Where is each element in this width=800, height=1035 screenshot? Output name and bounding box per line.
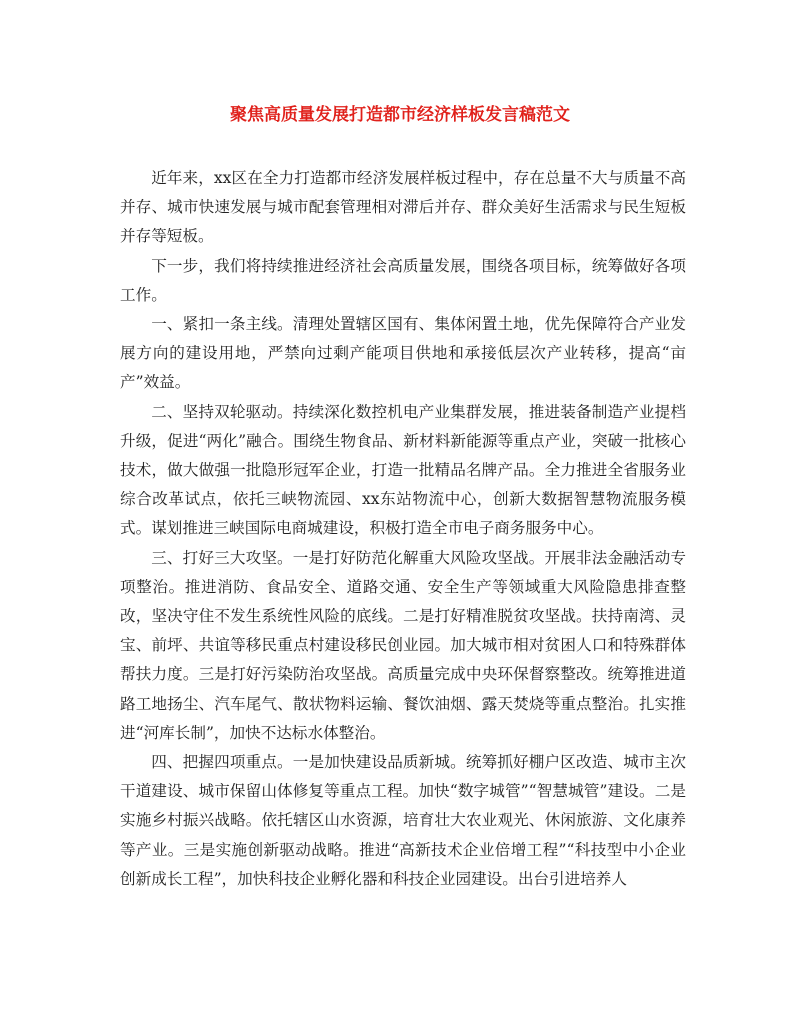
paragraph-three-battles: 三、打好三大攻坚。一是打好防范化解重大风险攻坚战。开展非法金融活动专项整治。推进消防、食品安全、道路交通、安全生产等领域重大风险隐患排查整改，坚决守住不发生系统性风险的底线。二是打好精准脱贫攻坚战。扶持南湾、灵宝、前坪、共谊等移民重点村建设移民创业园。加大城市相对贫困人口和特殊群体帮扶力度。三是打好污染防治攻坚战。高质量完成中央环保督察整改。统筹推进道路工地扬尘、汽车尾气、散状物料运输、餐饮油烟、露天焚烧等重点整治。扎实推进“河库长制”，加快不达标水体整治。 (120, 548, 686, 742)
paragraph-dual-drive: 二、坚持双轮驱动。持续深化数控机电产业集群发展，推进装备制造产业提档升级，促进“两化”融合。围绕生物食品、新材料新能源等重点产业，突破一批核心技术，做大做强一批隐形冠军企业，打造一批精品名牌产品。全力推进全省服务业综合改革试点，依托三峡物流园、xx东站物流中心，创新大数据智慧物流服务模式。谋划推进三峡国际电商城建设，积极打造全市电子商务服务中心。 (120, 402, 686, 538)
paragraph-four-priorities: 四、把握四项重点。一是加快建设品质新城。统筹抓好棚户区改造、城市主次干道建设、城市保留山体修复等重点工程。加快“数字城管”“智慧城管”建设。二是实施乡村振兴战略。依托辖区山水资源，培育壮大农业观光、休闲旅游、文化康养等产业。三是实施创新驱动战略。推进“高新技术企业倍增工程”“科技型中小企业创新成长工程”，加快科技企业孵化器和科技企业园建设。出台引进培养人 (120, 753, 686, 888)
document-body (120, 164, 686, 894)
document-title: 聚焦高质量发展打造都市经济样板发言稿范文 (230, 105, 570, 125)
paragraph-main-line: 一、紧扣一条主线。清理处置辖区国有、集体闲置土地，优先保障符合产业发展方向的建设用地，严禁向过剩产能项目供地和承接低层次产业转移，提高“亩产”效益。 (120, 315, 686, 392)
paragraph-next-step: 下一步，我们将持续推进经济社会高质量发展，围绕各项目标，统筹做好各项工作。 (120, 256, 686, 304)
paragraph-intro: 近年来，xx区在全力打造都市经济发展样板过程中，存在总量不大与质量不高并存、城市快速发展与城市配套管理相对滞后并存、群众美好生活需求与民生短板并存等短板。 (120, 169, 686, 246)
